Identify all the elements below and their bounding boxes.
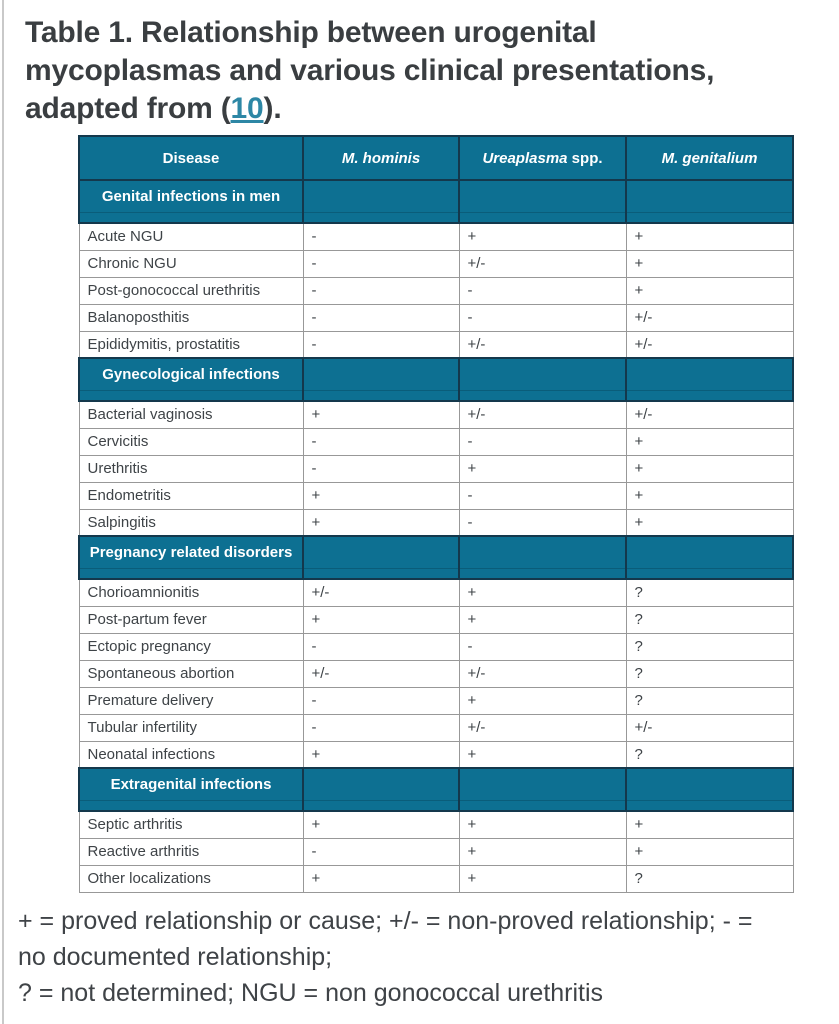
table-header-row [79, 136, 793, 180]
relationship-value-cell: - [303, 633, 459, 660]
section-header-row [79, 536, 793, 568]
relationship-value-cell: + [626, 455, 793, 482]
reference-link-10[interactable]: 10 [230, 92, 264, 125]
relationship-value-cell: - [303, 687, 459, 714]
relationship-value-cell: + [303, 741, 459, 768]
table-row [79, 223, 793, 250]
relationship-value-cell: + [303, 482, 459, 509]
relationship-value-cell: - [303, 250, 459, 277]
section-spacer-cell [626, 568, 793, 579]
relationship-value-cell: + [626, 223, 793, 250]
relationship-value-cell: + [626, 428, 793, 455]
relationship-value-cell: ? [626, 579, 793, 606]
caption-text-after-link: ). [263, 92, 282, 125]
disease-cell: Ectopic pregnancy [79, 633, 303, 660]
disease-cell: Reactive arthritis [79, 838, 303, 865]
relationship-value-cell: ? [626, 633, 793, 660]
disease-cell: Balanoposthitis [79, 304, 303, 331]
relationship-value-cell: +/- [626, 304, 793, 331]
section-spacer-cell [79, 800, 303, 811]
footnote-line: + = proved relationship or cause; +/- = non-proved relationship; - = [18, 906, 753, 935]
relationship-value-cell: + [459, 687, 626, 714]
relationship-value-cell: - [459, 277, 626, 304]
table-footnotes [18, 903, 818, 1011]
relationship-value-cell: + [626, 838, 793, 865]
section-spacer-cell [459, 390, 626, 401]
section-empty-cell [459, 536, 626, 568]
column-header-ureaplasma-spp [459, 136, 626, 180]
section-spacer-cell [459, 800, 626, 811]
disease-cell: Epididymitis, prostatitis [79, 331, 303, 358]
table-row [79, 811, 793, 838]
relationship-value-cell: ? [626, 865, 793, 892]
section-header-row [79, 358, 793, 390]
column-header-m-genitalium [626, 136, 793, 180]
table-row [79, 714, 793, 741]
relationship-value-cell: + [626, 482, 793, 509]
section-spacer-cell [303, 800, 459, 811]
section-header-row [79, 768, 793, 800]
relationship-value-cell: + [459, 865, 626, 892]
disease-cell: Acute NGU [79, 223, 303, 250]
relationship-value-cell: +/- [626, 714, 793, 741]
disease-cell: Post-gonococcal urethritis [79, 277, 303, 304]
table-row [79, 455, 793, 482]
table-row [79, 741, 793, 768]
section-spacer-cell [459, 212, 626, 223]
disease-cell: Septic arthritis [79, 811, 303, 838]
relationship-value-cell: +/- [626, 331, 793, 358]
table-row [79, 331, 793, 358]
table-row [79, 838, 793, 865]
section-title-cell: Extragenital infections [79, 768, 303, 800]
relationship-value-cell: + [459, 838, 626, 865]
table-caption [0, 0, 730, 128]
disease-cell: Cervicitis [79, 428, 303, 455]
relationship-value-cell: ? [626, 741, 793, 768]
section-title-cell: Pregnancy related disorders [79, 536, 303, 568]
relationship-value-cell: - [303, 331, 459, 358]
table-row [79, 579, 793, 606]
table-row [79, 633, 793, 660]
relationship-value-cell: +/- [303, 660, 459, 687]
table-row [79, 687, 793, 714]
section-spacer-cell [303, 212, 459, 223]
disease-cell: Premature delivery [79, 687, 303, 714]
disease-cell: Salpingitis [79, 509, 303, 536]
column-header-disease [79, 136, 303, 180]
relationship-value-cell: + [459, 223, 626, 250]
relationship-value-cell: - [303, 428, 459, 455]
section-empty-cell [459, 358, 626, 390]
section-empty-cell [303, 768, 459, 800]
relationship-value-cell: +/- [303, 579, 459, 606]
table-row [79, 250, 793, 277]
relationship-value-cell: - [459, 428, 626, 455]
section-spacer-cell [303, 568, 459, 579]
relationship-value-cell: + [303, 865, 459, 892]
relationship-value-cell: + [459, 455, 626, 482]
header-italic-part: M. genitalium [661, 149, 758, 167]
relationship-value-cell: ? [626, 687, 793, 714]
header-regular-part: spp. [567, 149, 603, 167]
section-spacer-cell [79, 212, 303, 223]
relationship-value-cell: ? [626, 606, 793, 633]
relationship-value-cell: - [303, 838, 459, 865]
relationship-value-cell: +/- [459, 250, 626, 277]
relationship-value-cell: - [303, 714, 459, 741]
disease-cell: Chronic NGU [79, 250, 303, 277]
section-header-row [79, 180, 793, 212]
relationship-value-cell: + [303, 509, 459, 536]
disease-cell: Spontaneous abortion [79, 660, 303, 687]
relationship-value-cell: +/- [459, 331, 626, 358]
disease-cell: Endometritis [79, 482, 303, 509]
table-row [79, 401, 793, 428]
relationship-value-cell: + [303, 606, 459, 633]
section-spacer-cell [303, 390, 459, 401]
disease-cell: Post-partum fever [79, 606, 303, 633]
table-row [79, 865, 793, 892]
relationship-value-cell: +/- [459, 660, 626, 687]
section-empty-cell [303, 358, 459, 390]
section-spacer-cell [626, 212, 793, 223]
section-spacer-row [79, 390, 793, 401]
relationship-value-cell: +/- [626, 401, 793, 428]
section-empty-cell [459, 180, 626, 212]
relationship-value-cell: ? [626, 660, 793, 687]
page-left-border-rule [2, 0, 4, 1024]
table-row [79, 304, 793, 331]
relationship-value-cell: - [303, 277, 459, 304]
relationship-value-cell: + [459, 741, 626, 768]
table-row [79, 660, 793, 687]
relationship-value-cell: - [459, 509, 626, 536]
table-row [79, 509, 793, 536]
section-empty-cell [626, 180, 793, 212]
disease-cell: Other localizations [79, 865, 303, 892]
section-title-cell: Gynecological infections [79, 358, 303, 390]
relationship-value-cell: + [303, 811, 459, 838]
section-spacer-cell [459, 568, 626, 579]
section-spacer-row [79, 212, 793, 223]
section-spacer-cell [626, 390, 793, 401]
section-title-cell: Genital infections in men [79, 180, 303, 212]
disease-cell: Tubular infertility [79, 714, 303, 741]
relationship-value-cell: + [626, 277, 793, 304]
section-spacer-cell [79, 390, 303, 401]
relationship-value-cell: - [459, 482, 626, 509]
relationship-value-cell: + [626, 509, 793, 536]
section-empty-cell [303, 180, 459, 212]
header-italic-part: Ureaplasma [482, 149, 568, 167]
disease-cell: Neonatal infections [79, 741, 303, 768]
relationship-value-cell: + [459, 579, 626, 606]
relationship-value-cell: - [303, 304, 459, 331]
table-row [79, 277, 793, 304]
table-body [79, 180, 793, 892]
relationship-value-cell: - [459, 633, 626, 660]
disease-cell: Chorioamnionitis [79, 579, 303, 606]
section-spacer-cell [626, 800, 793, 811]
section-empty-cell [626, 358, 793, 390]
caption-text-before-link: Table 1. Relationship between urogenital mycoplasmas and various clinical presentations, adapted from ( [25, 16, 715, 125]
relationship-value-cell: + [626, 811, 793, 838]
relationship-value-cell: + [626, 250, 793, 277]
table-row [79, 428, 793, 455]
header-italic-part: M. hominis [341, 149, 421, 167]
footnote-line: no documented relationship; [18, 942, 333, 971]
footnote-line: ? = not determined; NGU = non gonococcal urethritis [18, 978, 604, 1007]
relationship-value-cell: + [303, 401, 459, 428]
section-spacer-cell [79, 568, 303, 579]
header-regular-part: Disease [162, 149, 220, 167]
disease-cell: Urethritis [79, 455, 303, 482]
relationship-value-cell: +/- [459, 401, 626, 428]
section-empty-cell [459, 768, 626, 800]
relationship-value-cell: - [459, 304, 626, 331]
section-spacer-row [79, 568, 793, 579]
table-row [79, 606, 793, 633]
relationship-value-cell: - [303, 223, 459, 250]
mycoplasma-relationship-table [78, 135, 794, 893]
relationship-value-cell: - [303, 455, 459, 482]
relationship-value-cell: + [459, 811, 626, 838]
table-row [79, 482, 793, 509]
column-header-m-hominis [303, 136, 459, 180]
section-empty-cell [626, 536, 793, 568]
section-empty-cell [626, 768, 793, 800]
section-spacer-row [79, 800, 793, 811]
section-empty-cell [303, 536, 459, 568]
relationship-value-cell: +/- [459, 714, 626, 741]
relationship-value-cell: + [459, 606, 626, 633]
disease-cell: Bacterial vaginosis [79, 401, 303, 428]
